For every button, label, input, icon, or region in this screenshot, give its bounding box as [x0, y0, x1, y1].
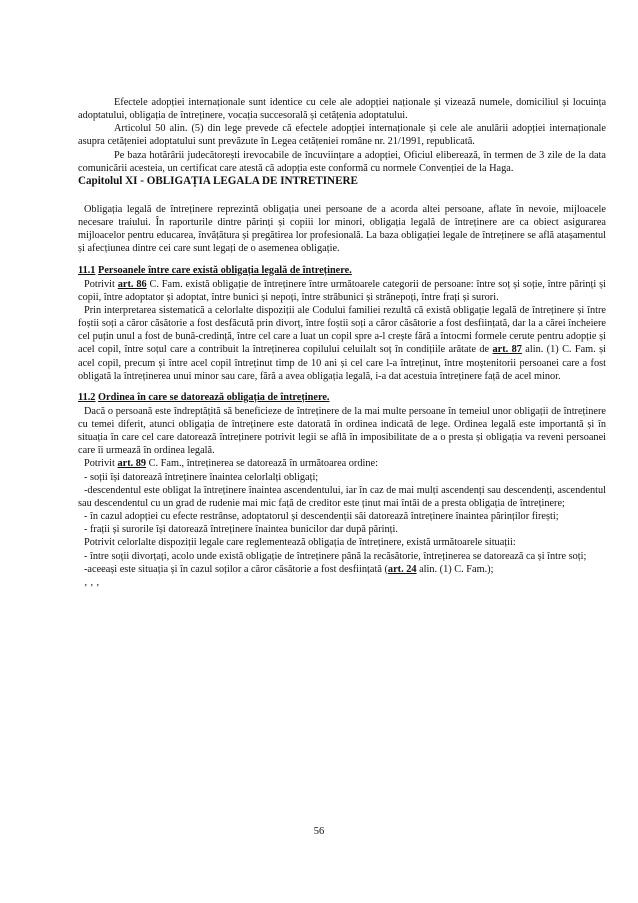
text-run: Potrivit	[84, 458, 118, 470]
list-item	[78, 563, 606, 576]
section-title: Persoanele între care există obligația legală de întreținere.	[98, 264, 352, 276]
page-number: 56	[313, 826, 325, 837]
chapter-title: Capitolul XI - OBLIGAȚIA LEGALA DE INTRETINERE	[78, 174, 358, 187]
intro-paragraph-1	[78, 96, 606, 122]
intro-p1-rest: domiciliul și locuința adoptatului, obligația de întreținere, vocația succesorală și cetățenia adoptatului.	[78, 97, 607, 122]
chapter-intro-paragraph: Obligația legală de întreținere reprezintă obligația unei persoane de a acorda altei persoane, aflate în nevoie, mijloacele necesare traiului. În raporturile dintre părinți și copiii lor minori, obligația legală de întreținere are ca obiect asigurarea mijloacelor pentru educarea, învățătura și pregătirea lor profesională. La baza obligației legale de întreținere se află atașamentul și afecțiunea dintre cei care sunt legați de o asemenea obligație.	[78, 203, 606, 255]
section2-paragraph-2	[78, 457, 606, 470]
intro-paragraph-2: Articolul 50 alin. (5) din lege prevede că efectele adopției internaționale și cele ale anulării adopției internaționale asupra cetățeniei adoptatului sunt prevăzute în Legea cetățeniei române nr. 21/1991, republicată.	[78, 123, 606, 148]
section-number: 11.1	[78, 264, 96, 276]
article-reference-24[interactable]: art. 24	[387, 563, 417, 575]
article-reference-86[interactable]: art. 86	[117, 278, 147, 290]
list-item: - în cazul adopției cu efecte restrânse, adoptatorul și descendenții săi datorează întreținere înaintea părinților firești;	[84, 511, 559, 523]
text-run: alin. (1) C. Fam.);	[416, 563, 494, 575]
section-heading-11-1	[78, 264, 606, 278]
text-run: -aceeași este situația și în cazul soților a căror căsătorie a fost desființată (	[84, 563, 388, 575]
text-run: C. Fam., întreținerea se datorează în următoarea ordine:	[146, 458, 378, 470]
list-item: - frații și surorile își datorează întreținere înaintea bunicilor dar după părinți.	[84, 524, 398, 536]
text-run: Potrivit	[84, 278, 118, 290]
section1-paragraph-2	[78, 304, 606, 383]
text-run: C. Fam. există obligație de întreținere între următoarele categorii de persoane: între soț și soție, între părinți și copii, între adoptator și adoptat, între bunici și nepoți, între străbunici și strănepoți, între frați și surori.	[78, 278, 606, 303]
section1-paragraph-1	[78, 278, 606, 304]
section-number: 11.2	[78, 391, 96, 403]
list-item: - între soții divorțați, acolo unde există obligație de întreținere până la recăsătorie, întreținerea se datorează ca și între soți;	[84, 550, 587, 562]
cutoff-line: ‚ ‚ ‚	[84, 576, 100, 588]
intro-paragraph-3: Pe baza hotărârii judecătorești irevocabile de încuviințare a adopției, Oficiul eliberează, în termen de 3 zile de la data comunicării acesteia, un certificat care atestă că adopția este conformă cu normele Convenției de la Haga.	[78, 149, 606, 174]
list-item: -descendentul este obligat la întreținere înaintea ascendentului, iar în caz de mai mulți ascendenți sau descendenți, ascendentul sau descendentul cu un grad de rudenie mai mic față de creditor este ținut mai întâi de a presta obligația de întreținere;	[78, 484, 606, 509]
list-item: - soții își datorează întreținere înaintea celorlalți obligați;	[84, 471, 319, 483]
section-heading-11-2	[78, 391, 606, 405]
section2-paragraph-1: Dacă o persoană este îndreptățită să beneficieze de întreținere de la mai multe persoane în temeiul unor obligații de întreținere cu temei diferit, atunci obligația de întreținere este datorată în ordinea indicată de lege. Ordinea legală este importantă și în situația în care cel care datorează întreținere potrivit legii se află în imposibilitate de a o presta și obligația va reveni persoanei care îi urmează în ordinea legală.	[78, 405, 606, 457]
document-page	[78, 96, 607, 588]
article-reference-87[interactable]: art. 87	[492, 344, 522, 356]
section2-paragraph-3: Potrivit celorlalte dispoziții legale care reglementează obligația de întreținere, există următoarele situații:	[84, 537, 516, 549]
article-reference-89[interactable]: art. 89	[117, 458, 147, 470]
section-title: Ordinea în care se datorează obligația de întreținere.	[98, 391, 330, 403]
text-run: alin. (1) C. Fam. și acel copil, precum și între acel copil întreținut timp de 10 ani și cel care l-a întreținut, între moștenitorii persoanei care a fost obligată la întreținerea unui minor sau care, fără a avea obligația legală, i-a dat acestuia întreținere față de acel minor.	[78, 344, 607, 382]
text-run: Prin interpretarea sistematică a celorlalte dispoziții ale Codului familiei rezultă că există obligație legală de întreținere și între foștii soți a căror căsătorie a fost desfăcută prin divorț, între foștii soți a căror căsătorie a fost desființată, dar la a cărei încheiere cel puțin unul a fost de bună-credință, între cel care a luat un copil spre a-l crește fără a întocmi formele cerute pentru adopție și acel copil, între soțul care a contribuit la întreținerea copilului celuilalt soț în condițiile arătate de	[78, 304, 606, 356]
intro-p1-first-line: Efectele adopției internaționale sunt identice cu cele ale adopției naționale și vizează numele,	[114, 97, 513, 108]
